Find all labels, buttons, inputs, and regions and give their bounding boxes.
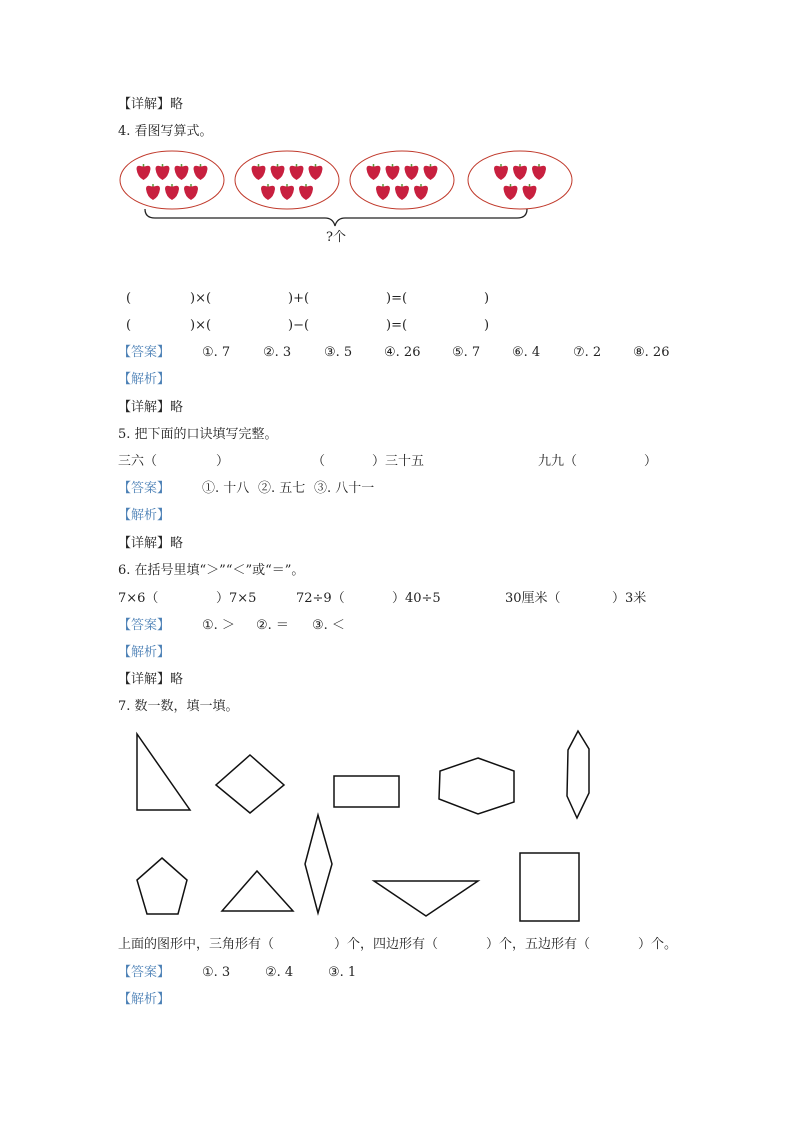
q7-question-part: ）个，四边形有（ [334,937,439,952]
brace-label: ?个 [326,230,346,245]
q6-title: 6. 在括号里填“＞”“＜”或“＝”。 [118,563,305,578]
answer-item: ②. 3 [263,345,292,360]
analysis-label-q5: 【解析】 [118,508,171,523]
answer-item: ②. 五七 [258,481,306,496]
answer-item: ①. 3 [202,965,231,980]
plus-sign: )+( [288,291,310,306]
q5-item: （ [312,454,326,469]
answer-label: 【答案】 [118,965,171,980]
analysis-label-q7: 【解析】 [118,992,171,1007]
q5-item: ）三十五 [372,454,425,469]
equals-sign: )=( [386,291,408,306]
q5-item: 九九（ [538,454,578,469]
rhombus-shape [216,755,284,813]
answer-item: ③. ＜ [312,618,345,633]
answer-item: ④. 26 [384,345,421,360]
answer-label: 【答案】 [118,618,171,633]
q7-question-part: ）个，五边形有（ [486,937,591,952]
answer-label: 【答案】 [118,345,171,360]
paren-open: ( [126,318,132,333]
answer-item: ①. 十八 [202,481,250,496]
q7-question-part: ）个。 [638,937,678,952]
q5-title: 5. 把下面的口诀填写完整。 [118,427,278,442]
q5-item: ） [644,454,658,469]
q4-title: 4. 看图写算式。 [118,124,213,139]
q6-item: ）7×5 [216,591,257,606]
times-sign: )×( [190,291,212,306]
answer-item: ⑤. 7 [452,345,481,360]
q6-item: 30厘米（ [505,591,561,606]
pentagon-shape [137,858,187,914]
times-sign: )×( [190,318,212,333]
answer-item: ②. ＝ [256,618,289,633]
square-shape [520,853,579,921]
q6-item: 72÷9（ [296,591,345,606]
answer-item: ①. ＞ [202,618,235,633]
rectangle-shape [334,776,399,807]
paren-close: ) [484,318,490,333]
q5-item: 三六（ [118,454,158,469]
answer-item: ③. 八十一 [314,481,375,496]
right-triangle-shape [137,734,190,810]
paren-open: ( [126,291,132,306]
paren-close: ) [484,291,490,306]
answer-item: ③. 5 [324,345,353,360]
answer-label: 【答案】 [118,481,171,496]
detail-label-q3: 【详解】略 [118,97,184,112]
q5-item: ） [216,454,230,469]
analysis-label-q4: 【解析】 [118,372,171,387]
answer-item: ③. 1 [328,965,357,980]
q7-title: 7. 数一数，填一填。 [118,699,239,714]
tall-hexagon-shape [567,731,589,818]
equals-sign: )=( [386,318,408,333]
q6-item: ）40÷5 [392,591,441,606]
answer-item: ②. 4 [265,965,294,980]
q7-question-part: 上面的图形中，三角形有（ [118,937,275,952]
detail-label-q4: 【详解】略 [118,400,184,415]
triangle-shape [222,871,293,911]
detail-label-q6: 【详解】略 [118,672,184,687]
tall-rhombus-shape [305,815,332,913]
inverted-triangle-shape [374,881,478,916]
hexagon-shape [439,758,514,814]
answer-item: ⑦. 2 [573,345,602,360]
answer-item: ⑧. 26 [633,345,670,360]
detail-label-q5: 【详解】略 [118,536,184,551]
minus-sign: )−( [288,318,310,333]
answer-item: ⑥. 4 [512,345,541,360]
q6-item: 7×6（ [118,591,159,606]
answer-item: ①. 7 [202,345,231,360]
q6-item: ）3米 [612,591,647,606]
analysis-label-q6: 【解析】 [118,645,171,660]
